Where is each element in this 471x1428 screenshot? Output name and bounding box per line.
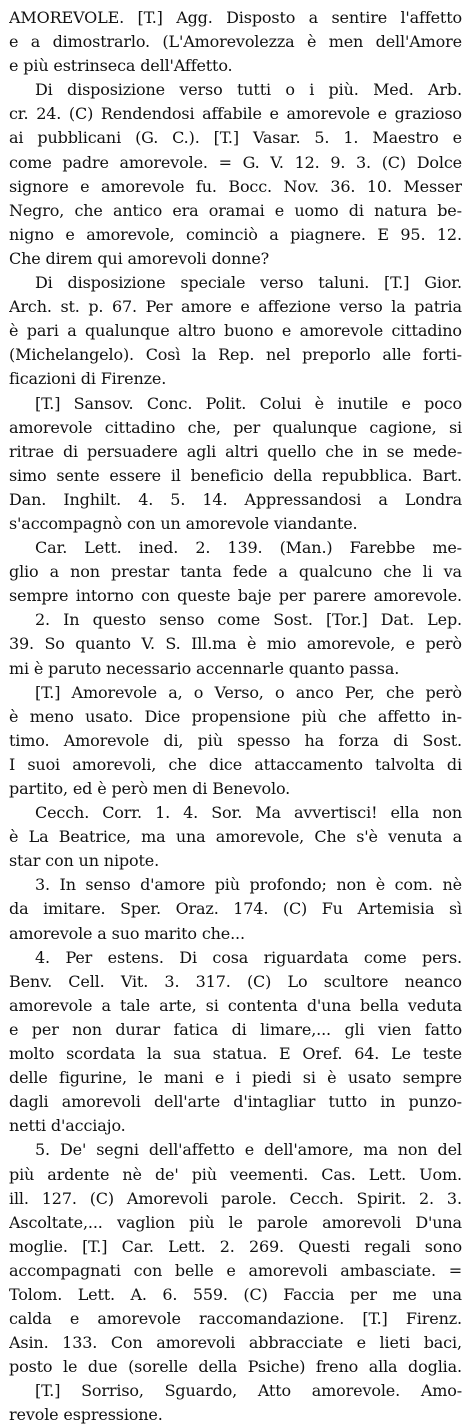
entry-line: ficazioni di Firenze.	[9, 369, 167, 389]
entry-line: (Michelangelo). Così la Rep. nel preporlo alle forti-	[9, 345, 462, 365]
entry-line: Negro, che antico era oramai e uomo di natura be-	[9, 200, 462, 220]
entry-line: partito, ed è però men di Benevolo.	[9, 779, 291, 798]
entry-line: moglie. [T.] Car. Lett. 2. 269. Questi regali sono	[9, 1236, 462, 1256]
entry-line: e per non durar fatica di limare,... gli vien fatto	[9, 1019, 462, 1039]
entry-line: dagli amorevoli dell'arte d'intagliar tutto in punzo-	[9, 1092, 462, 1112]
entry-line: Car. Lett. ined. 2. 139. (Man.) Farebbe me-	[35, 538, 462, 558]
entry-line: è pari a qualunque altro buono e amorevole cittadino	[9, 321, 462, 341]
entry-line: s'accompagnò con un amorevole viandante.	[9, 513, 358, 533]
entry-line: cr. 24. (C) Rendendosi affabile e amorevole e grazioso	[9, 104, 462, 124]
entry-line: posto le due (sorelle della Psiche) freno alla doglia.	[9, 1357, 462, 1377]
entry-line: amorevole a tale arte, si contenta d'una bella veduta	[9, 995, 462, 1015]
entry-line: I suoi amorevoli, che dice attaccamento talvolta di	[9, 754, 462, 774]
entry-line: glio a non prestar tanta fede a qualcuno che li va	[9, 562, 462, 582]
entry-line: simo sente essere il beneficio della repubblica. Bart.	[9, 465, 462, 485]
entry-line: [T.] Sorriso, Sguardo, Atto amorevole. Amo-	[35, 1381, 462, 1401]
entry-line: accompagnati con belle e amorevoli ambasciate. =	[9, 1260, 462, 1280]
entry-line: Tolom. Lett. A. 6. 559. (C) Faccia per me una	[9, 1284, 462, 1304]
entry-line: Cecch. Corr. 1. 4. Sor. Ma avvertisci! ella non	[35, 803, 462, 823]
entry-line: 3. In senso d'amore più profondo; non è com. nè	[35, 875, 462, 895]
entry-line: AMOREVOLE. [T.] Agg. Disposto a sentire l'affetto	[9, 8, 462, 27]
entry-line: revole espressione.	[9, 1405, 163, 1425]
entry-line: 4. Per estens. Di cosa riguardata come pers.	[35, 947, 462, 967]
entry-line: Ascoltate,... vaglion più le parole amorevoli D'una	[9, 1212, 462, 1232]
entry-line: signore e amorevole fu. Bocc. Nov. 36. 10. Messer	[9, 176, 462, 196]
entry-line: molto scordata la sua statua. E Oref. 64. Le teste	[9, 1044, 462, 1064]
entry-line: Dan. Inghilt. 4. 5. 14. Appressandosi a Londra	[9, 489, 462, 509]
entry-line: Che direm qui amorevoli donne?	[9, 248, 270, 268]
entry-line: Arch. st. p. 67. Per amore e affezione verso la patria	[9, 297, 462, 317]
entry-line: ai pubblicani (G. C.). [T.] Vasar. 5. 1. Maestro e	[9, 128, 462, 148]
entry-line: è meno usato. Dice propensione più che affetto in-	[9, 706, 462, 726]
entry-line: timo. Amorevole di, più spesso ha forza di Sost.	[9, 730, 462, 750]
entry-line: e a dimostrarlo. (L'Amorevolezza è men dell'Amore	[9, 32, 462, 52]
entry-line: più ardente nè de' più veementi. Cas. Lett. Uom.	[9, 1164, 462, 1184]
entry-line: nigno e amorevole, cominciò a piagnere. E 95. 12.	[9, 224, 462, 244]
entry-line: 5. De' segni dell'affetto e dell'amore, ma non del	[35, 1140, 462, 1160]
entry-line: e più estrinseca dell'Affetto.	[9, 56, 233, 76]
entry-line: 2. In questo senso come Sost. [Tor.] Dat. Lep.	[35, 610, 462, 630]
entry-line: [T.] Amorevole a, o Verso, o anco Per, che però	[35, 682, 462, 702]
entry-line: Asin. 133. Con amorevoli abbracciate e lieti baci,	[9, 1333, 462, 1353]
entry-line: amorevole a suo marito che...	[9, 923, 245, 943]
entry-line: star con un nipote.	[9, 851, 160, 871]
entry-line: da imitare. Sper. Oraz. 174. (C) Fu Artemisia sì	[9, 899, 462, 919]
entry-line: delle figurine, le mani e i piedi si è usato sempre	[9, 1068, 462, 1088]
entry-line: è La Beatrice, ma una amorevole, Che s'è venuta a	[9, 827, 462, 847]
entry-line: calda e amorevole raccomandazione. [T.] Firenz.	[9, 1309, 462, 1329]
entry-line: Di disposizione verso tutti o i più. Med. Arb.	[35, 80, 462, 100]
entry-line: ill. 127. (C) Amorevoli parole. Cecch. Spirit. 2. 3.	[9, 1188, 462, 1208]
dictionary-entry-amorevole	[9, 6, 462, 1428]
entry-line: [T.] Sansov. Conc. Polit. Colui è inutile e poco	[35, 393, 462, 413]
entry-line: sempre intorno con queste baje per parere amorevole.	[9, 586, 462, 606]
entry-line: come padre amorevole. = G. V. 12. 9. 3. (C) Dolce	[9, 152, 462, 172]
entry-line: amorevole cittadino che, per qualunque cagione, si	[9, 417, 462, 437]
entry-line: mi è paruto necessario accennarle quanto passa.	[9, 658, 400, 678]
entry-line: ritrae di persuadere agli altri quello che in se mede-	[9, 441, 462, 461]
entry-line: netti d'acciajo.	[9, 1116, 126, 1136]
entry-line: Benv. Cell. Vit. 3. 317. (C) Lo scultore neanco	[9, 971, 462, 991]
entry-line: Di disposizione speciale verso taluni. [T.] Gior.	[35, 273, 462, 293]
entry-line: 39. So quanto V. S. Ill.ma è mio amorevole, e però	[9, 634, 462, 654]
